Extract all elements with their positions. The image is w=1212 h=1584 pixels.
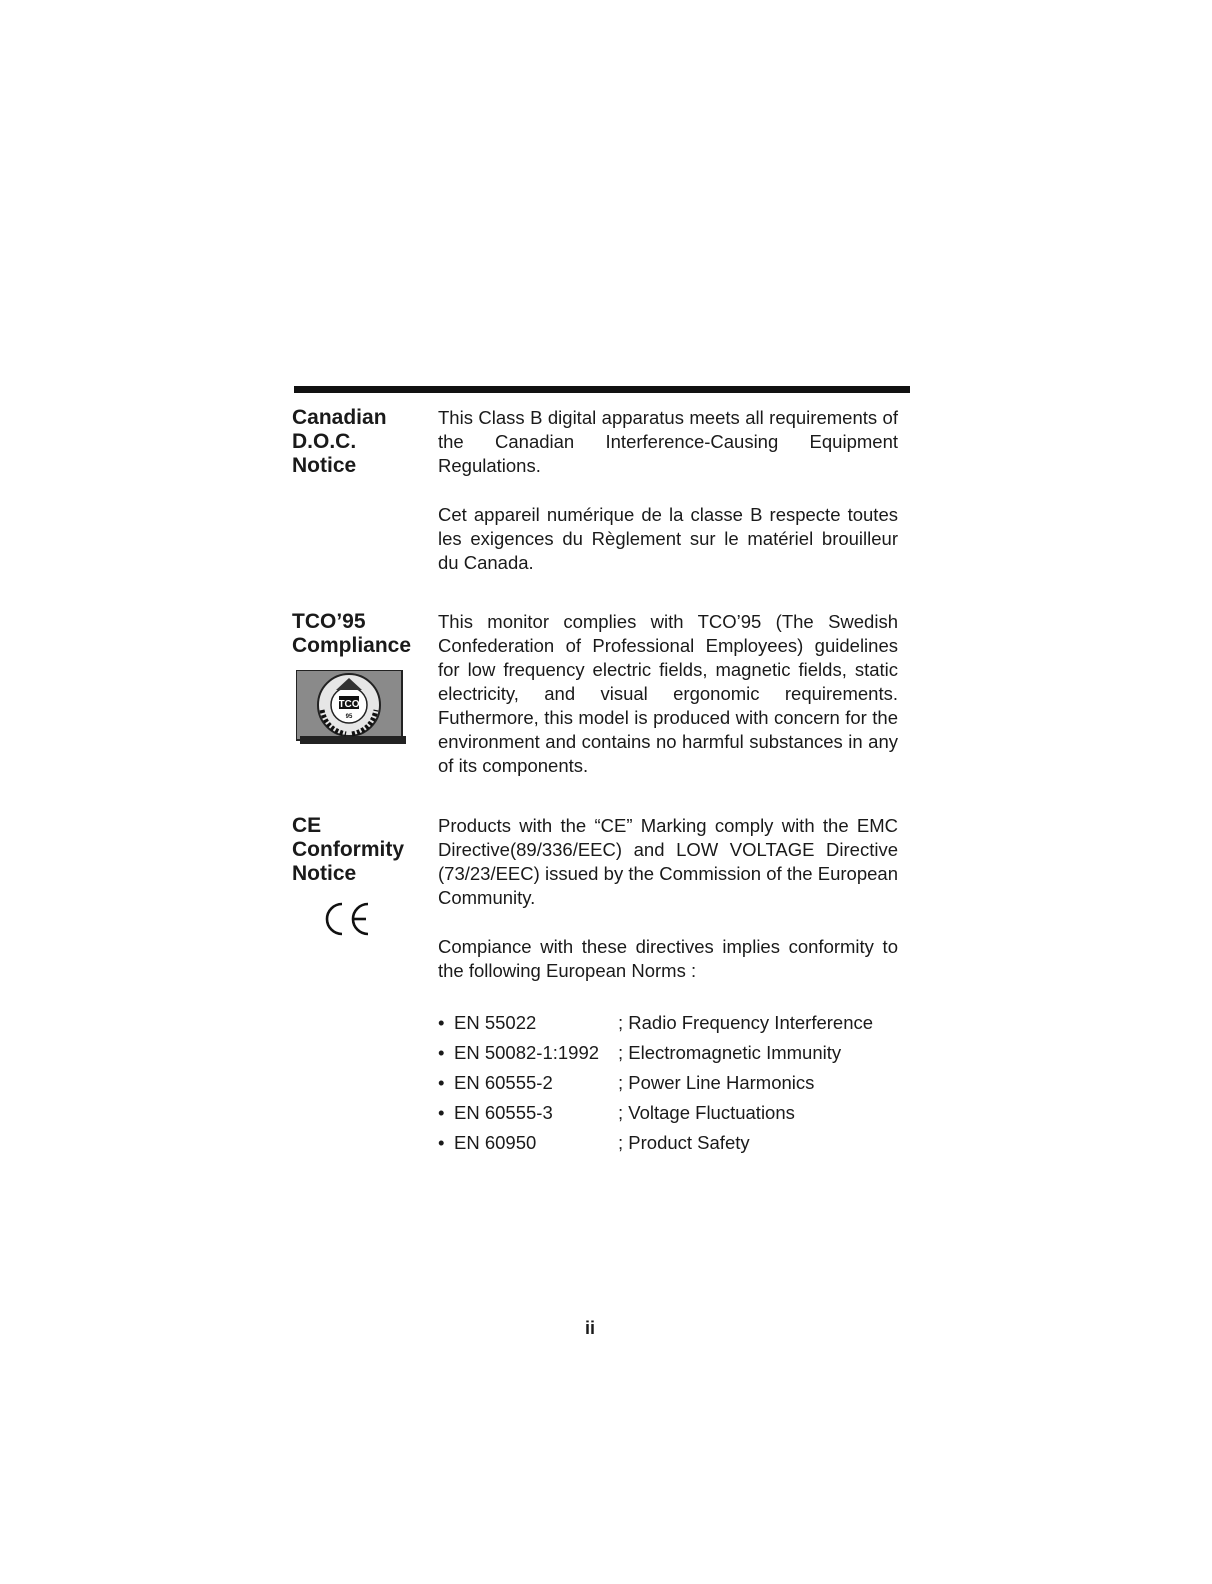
ce-mark [322, 900, 374, 938]
section-heading [292, 610, 432, 658]
page-number: ii [584, 1318, 595, 1338]
paragraph: Products with the “CE” Marking comply with the EMC Directive(89/336/EEC) and LOW VOLTAGE Directive (73/23/EEC) issued by the Commission of the European Community. [438, 815, 898, 908]
section-body [438, 814, 898, 1158]
norm-description: ; Radio Frequency Interference [618, 1012, 874, 1033]
norm-code: EN 60555-2 [454, 1072, 553, 1093]
norm-description: ; Product Safety [618, 1132, 750, 1153]
svg-text:95: 95 [345, 714, 353, 720]
norm-code: EN 60950 [454, 1132, 537, 1153]
heading-line: Compliance [292, 634, 412, 657]
norm-code: EN 60555-3 [454, 1102, 553, 1123]
list-item [438, 1098, 898, 1128]
svg-text:TCO: TCO [338, 699, 360, 710]
list-item [438, 1068, 898, 1098]
heading-line: D.O.C. [292, 430, 357, 453]
norms-list [438, 1008, 898, 1158]
heading-line: Notice [292, 862, 357, 885]
bullet: • [438, 1102, 445, 1123]
list-item [438, 1008, 898, 1038]
list-item [438, 1038, 898, 1068]
heading-line: CE [292, 814, 322, 837]
heading-line: TCO’95 [292, 610, 366, 633]
bullet: • [438, 1072, 445, 1093]
bullet: • [438, 1012, 445, 1033]
paragraph: Cet appareil numérique de la classe B respecte toutes les exigences du Règlement sur le matériel brouilleur du Canada. [438, 504, 898, 573]
bullet: • [438, 1132, 445, 1153]
section-body [438, 406, 898, 575]
heading-line: Conformity [292, 838, 404, 861]
norm-description: ; Power Line Harmonics [618, 1072, 815, 1093]
section-heading [292, 814, 432, 886]
paragraph: This Class B digital apparatus meets all requirements of the Canadian Interference-Causing Equipment Regulations. [438, 407, 898, 476]
heading-line: Notice [292, 454, 357, 477]
norm-description: ; Voltage Fluctuations [618, 1102, 795, 1123]
list-item [438, 1128, 898, 1158]
section-heading [292, 406, 432, 478]
norm-description: ; Electromagnetic Immunity [618, 1042, 842, 1063]
top-rule [294, 386, 910, 393]
paragraph: Compiance with these directives implies conformity to the following European Norms : [438, 936, 898, 981]
paragraph: This monitor complies with TCO’95 (The Swedish Confederation of Professional Employees) guidelines for low frequency electric fields, magnetic fields, static electricity, and visual ergonomic requirements. Futhermore, this model is produced with concern for the environment and contains no harmful substances in any of its components. [438, 611, 898, 776]
tco-95-logo [296, 670, 406, 744]
bullet: • [438, 1042, 445, 1063]
norm-code: EN 50082-1:1992 [454, 1042, 600, 1063]
heading-line: Canadian [292, 406, 387, 429]
section-body [438, 610, 898, 778]
norm-code: EN 55022 [454, 1012, 537, 1033]
